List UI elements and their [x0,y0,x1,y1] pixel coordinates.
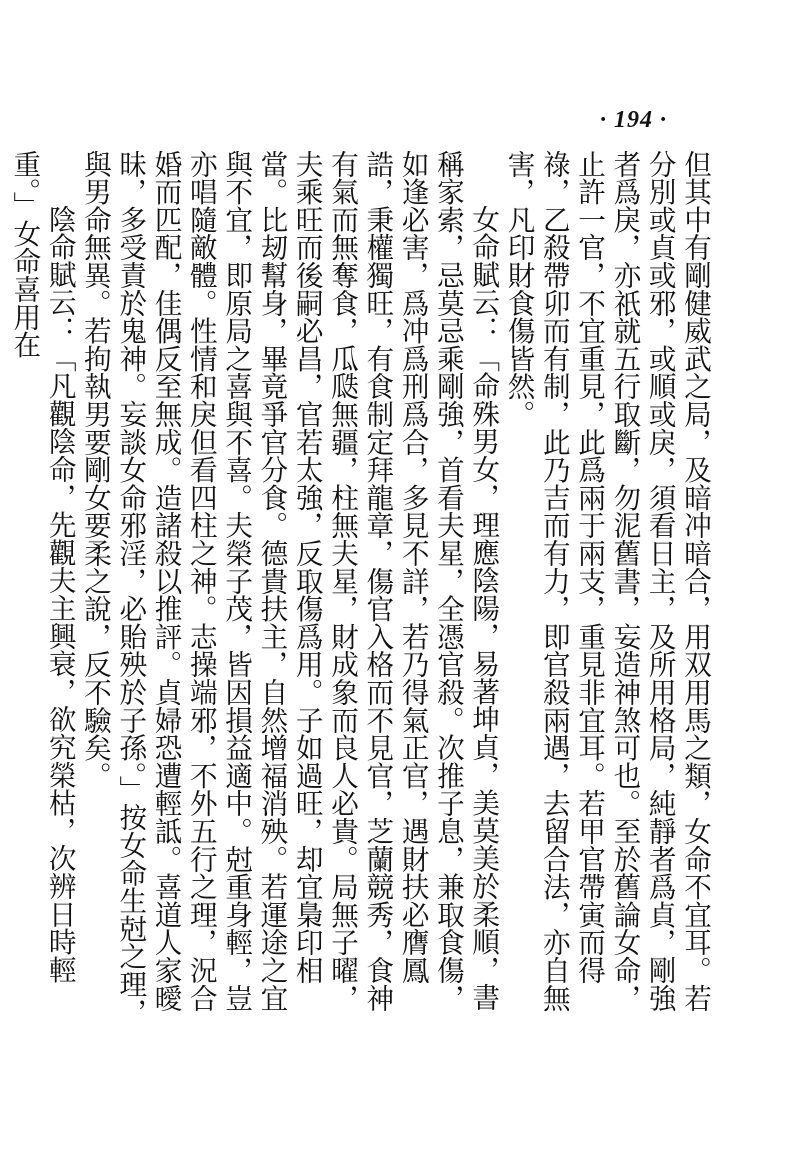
paragraph-continuation: 但其中有剛健威武之局，及暗冲暗合，用双用馬之類，女命不宜耳。若分別或貞或邪，或順或戾，須看日主，及所用格局，純靜者爲貞，剛強者爲戾，亦祇就五行取斷，勿泥舊書，妄造神煞可也。至於舊論女命，止許一官，不宜重見，此爲兩于兩支，重見非宜耳。若甲官帶寅而得祿，乙殺帶卯而有制，此乃吉而有力，即官殺兩遇，去留合法，亦自無害，凡印財食傷皆然。 [502,150,712,1012]
paragraph-yin-fate-ode: 陰命賦云：「凡觀陰命，先觀夫主興衰，欲究榮枯，次辨日時輕重。」女命喜用在 [8,150,77,984]
page-number: · 194 · [600,107,667,133]
paragraph-female-fate-ode: 女命賦云：「命殊男女，理應陰陽，易著坤貞，美莫美於柔順，書稱家索，忌莫忌乘剛強，首看夫星，全憑官殺。次推子息，兼取食傷，如逢必害，爲冲爲刑爲合，多見不詳，若乃得氣正官，遇財扶必膺鳳誥，秉權獨旺，有食制定拜龍章，傷官入格而不見官，芝蘭競秀，食神有氣而無奪食，瓜瓞無疆，柱無夫星，財成象而良人必貴。局無子曜，夫乘旺而後嗣必昌，官若太強，反取傷爲用。子如過旺，却宜梟印相當。比刼幫身，畢竟爭官分食。德貴扶主，自然增福消殃。若運途之宜與不宜，即原局之喜與不喜。夫榮子茂，皆因損益適中。尅重身輕，豈亦唱隨敵體。性情和戾但看四柱之神。志操端邪，不外五行之理，況合婚而匹配，佳偶反至無成。造諸殺以推評。貞婦恐遭輕詆。喜道人家曖昧，多受責於鬼神。妄談女命邪淫，必貽殃於子孫。」按女命生尅之理，與男命無異。若拘執男要剛女要柔之說，反不驗矣。 [78,150,501,1026]
vertical-text-body [7,150,713,1030]
